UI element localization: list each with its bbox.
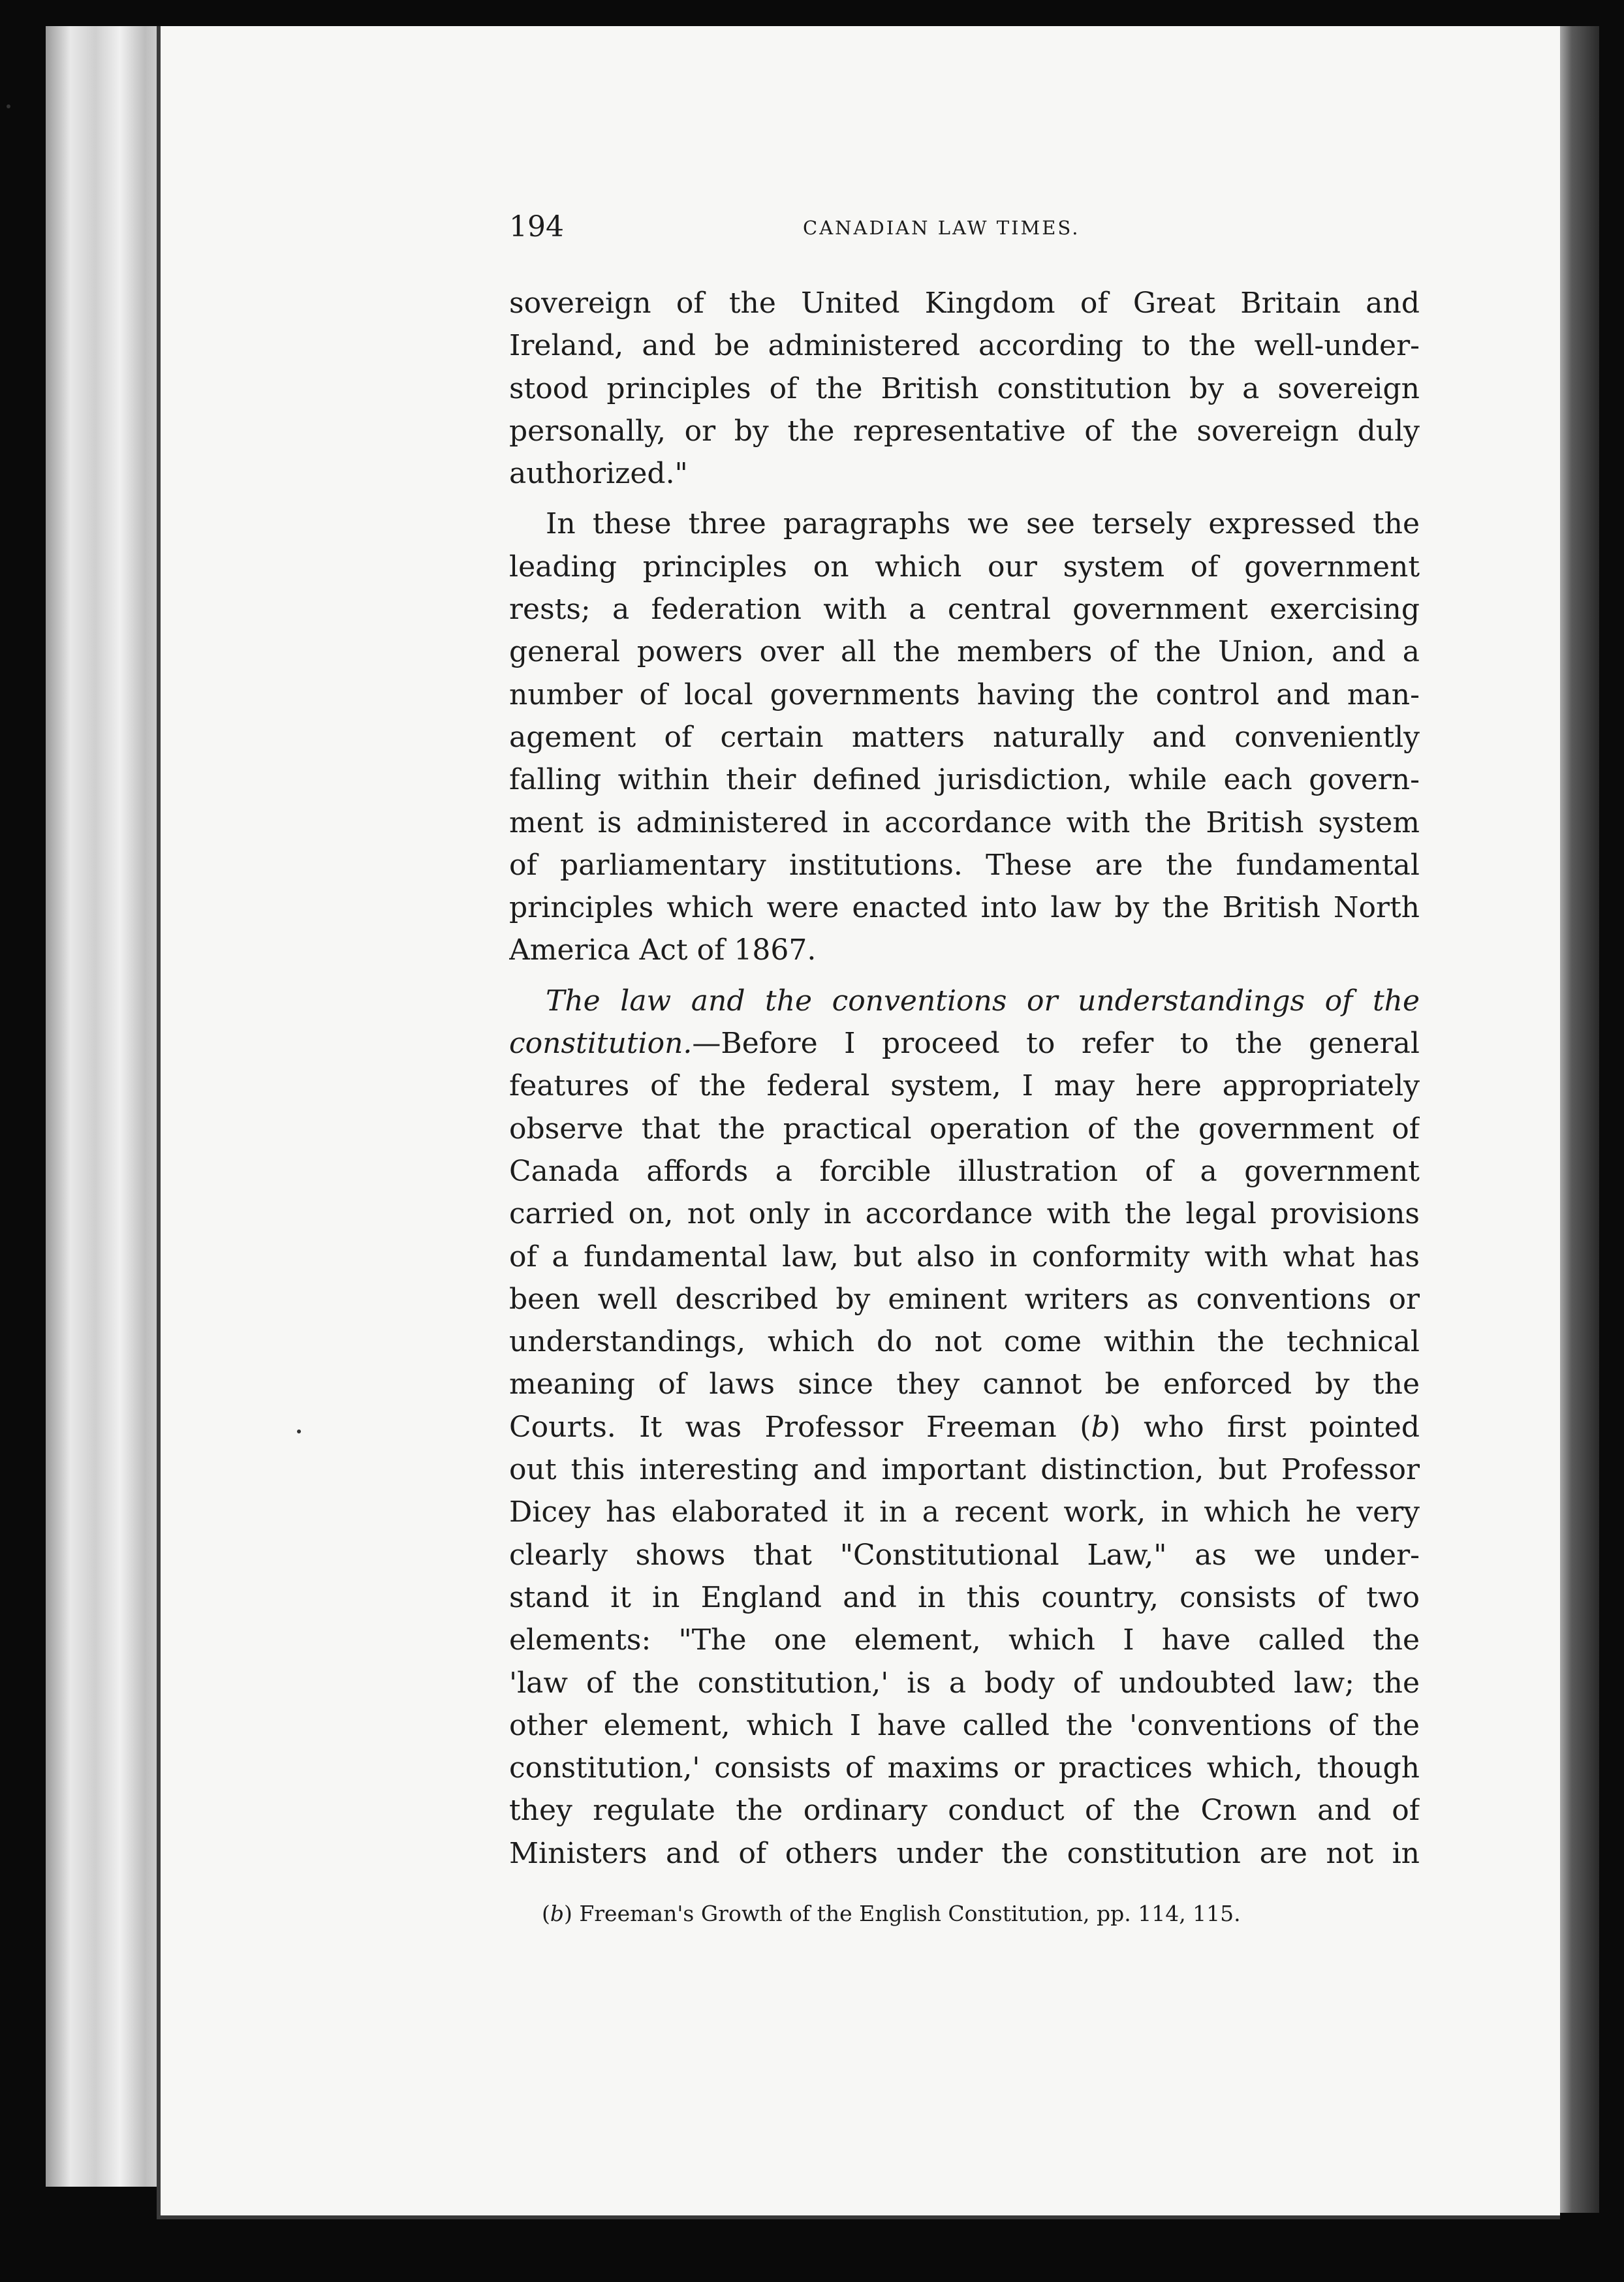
running-title: CANADIAN LAW TIMES. [803, 217, 1080, 239]
scan-speck [7, 104, 10, 108]
text-line: of parliamentary institutions. These are the fundamental [509, 848, 1420, 882]
text-line: falling within their defined jurisdiction, while each govern- [509, 763, 1420, 797]
section-heading-line [509, 1022, 1420, 1065]
text-line: ment is administered in accordance with the British system [509, 805, 1420, 839]
text-line: stand it in England and in this country, consists of two [509, 1580, 1420, 1614]
running-head [509, 210, 1423, 249]
text-line: stood principles of the British constitution by a sovereign [509, 371, 1420, 405]
text-line: Dicey has elaborated it in a recent work, in which he very [509, 1495, 1420, 1529]
text-line: constitution,' consists of maxims or practices which, though [509, 1751, 1420, 1785]
text-line: authorized." [509, 457, 688, 491]
text-line: sovereign of the United Kingdom of Great Britain and [509, 287, 1420, 320]
text-line: 'law of the constitution,' is a body of undoubted law; the [509, 1666, 1420, 1700]
right-book-edge [1554, 26, 1599, 2213]
text-line: clearly shows that "Constitutional Law," as we under- [509, 1538, 1420, 1572]
left-page-edges [46, 26, 170, 2187]
text-line: other element, which I have called the 'conventions of the [509, 1708, 1420, 1742]
text-line: agement of certain matters naturally and conveniently [509, 720, 1420, 754]
text-line: rests; a federation with a central government exercising [509, 593, 1420, 627]
text-line: Ministers and of others under the constitution are not in [509, 1836, 1420, 1870]
text-line: features of the federal system, I may here appropriately [509, 1069, 1420, 1103]
text-line: principles which were enacted into law by the British North [509, 891, 1420, 925]
text-line: meaning of laws since they cannot be enforced by the [509, 1368, 1420, 1401]
text-line: of a fundamental law, but also in conformity with what has [509, 1240, 1420, 1274]
section-heading-line [509, 980, 1420, 1022]
page-number: 194 [509, 210, 564, 243]
text-line: observe that the practical operation of the government of [509, 1112, 1420, 1146]
text-line: been well described by eminent writers as conventions or [509, 1282, 1420, 1316]
footnote: (b) Freeman's Growth of the English Constitution, pp. 114, 115. [542, 1901, 1241, 1926]
section-heading-rest: —Before I proceed to refer to the general [692, 1027, 1420, 1061]
section-heading-italic: The law and the conventions or understandings of the [546, 984, 1420, 1018]
text-line: general powers over all the members of the Union, and a [509, 635, 1420, 669]
text-fragment: Courts. It was Professor Freeman ( [509, 1410, 1091, 1444]
scan-speck [297, 1430, 301, 1433]
text-line: Canada affords a forcible illustration of a government [509, 1154, 1420, 1188]
section-heading-italic: constitution. [509, 1027, 693, 1061]
text-line: elements: "The one element, which I have called the [509, 1623, 1420, 1657]
page-body-text [509, 282, 1420, 1875]
text-line: In these three paragraphs we see tersely expressed the [546, 507, 1420, 541]
text-line: personally, or by the representative of the sovereign duly [509, 414, 1420, 448]
text-line: Ireland, and be administered according to the well-under- [509, 329, 1420, 363]
text-line: they regulate the ordinary conduct of the Crown and of [509, 1794, 1420, 1828]
footnote-ref: b [550, 1901, 564, 1926]
text-line: carried on, not only in accordance with the legal provisions [509, 1197, 1420, 1231]
text-line: leading principles on which our system of government [509, 550, 1420, 584]
text-line: understandings, which do not come within the technical [509, 1325, 1420, 1359]
text-line: out this interesting and important distinction, but Professor [509, 1453, 1420, 1487]
text-line [509, 1406, 1420, 1448]
footnote-marker: b [1091, 1410, 1110, 1444]
text-line: America Act of 1867. [509, 933, 817, 967]
text-line: number of local governments having the control and man- [509, 678, 1420, 711]
footnote-text: Freeman's Growth of the English Constitution, pp. 114, 115. [579, 1901, 1241, 1926]
text-fragment: ) who first pointed [1109, 1410, 1420, 1444]
